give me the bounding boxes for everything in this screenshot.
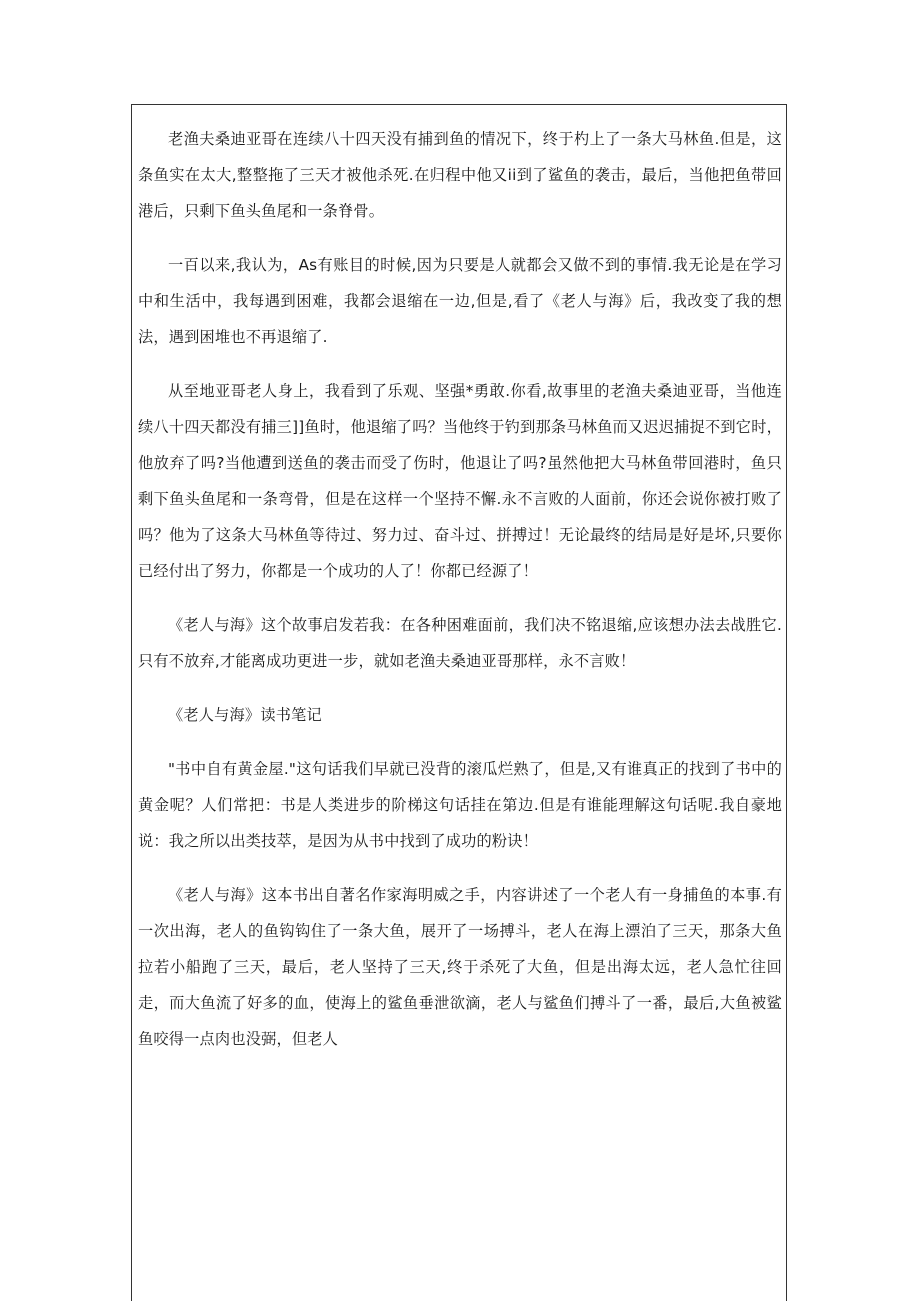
paragraph-lessons-from-santiago: 从至地亚哥老人身上，我看到了乐观、坚强*勇敢.你看,故事里的老渔夫桑迪亚哥，当他连续八十四天都没有捕三]]鱼时，他退缩了吗？当他终于钓到那条马林鱼而又迟迟捕捉不到它时，他放弃了吗?当他遭到送鱼的袭击而受了伤时，他退让了吗?虽然他把大马林鱼带回港时，鱼只剩下鱼头鱼尾和一条弯骨，但是在这样一个坚持不懈.永不言败的人面前，你还会说你被打败了吗？他为了这条大马林鱼等待过、努力过、奋斗过、拼搏过！无论最终的结局是好是坏,只要你已经付出了努力，你都是一个成功的人了！你都已经源了！ — [138, 382, 782, 580]
paragraph-book-plot: 《老人与海》这本书出自著名作家海明威之手，内容讲述了一个老人有一身捕鱼的本事.有一次出海，老人的鱼钩钩住了一条大鱼，展开了一场搏斗，老人在海上漂泊了三天，那条大鱼拉若小船跑了三天，最后，老人坚持了三天,终于杀死了大鱼，但是出海太远，老人急忙往回走，而大鱼流了好多的血，使海上的鲨鱼垂泄欲滴，老人与鲨鱼们搏斗了一番，最后,大鱼被鲨鱼咬得一点肉也没弼，但老人 — [138, 886, 782, 1048]
paragraph-inspiration: 《老人与海》这个故事启发若我：在各种困难面前，我们决不铭退缩,应该想办法去战胜它.只有不放弃,才能离成功更进一步，就如老渔夫桑迪亚哥那样，永不言败！ — [138, 616, 782, 670]
document-page-frame — [131, 104, 787, 1301]
section-heading-reading-notes: 《老人与海》读书笔记 — [168, 706, 322, 724]
paragraph-personal-change: 一百以来,我认为，As有账目的时候,因为只要是人就都会又做不到的事情.我无论是在学习中和生活中，我每遇到困难，我都会退缩在一边,但是,看了《老人与海》后，我改变了我的想法，遇到困堆也不再退缩了. — [138, 256, 782, 346]
document-body — [138, 121, 782, 1075]
paragraph-story-summary: 老渔夫桑迪亚哥在连续八十四天没有捕到鱼的情况下，终于杓上了一条大马林鱼.但是，这条鱼实在太大,整整拖了三天才被他杀死.在归程中他又ii到了鲨鱼的袭击，最后，当他把鱼带回港后，只剩下鱼头鱼尾和一条脊骨。 — [138, 130, 782, 220]
paragraph-golden-house: "书中自有黄金屋."这句话我们早就已没背的滚瓜烂熟了，但是,又有谁真正的找到了书中的黄金呢？人们常把：书是人类进步的阶梯这句话挂在第边.但是有谁能理解这句话呢.我自豪地说：我之所以出类技萃，是因为从书中找到了成功的粉诀！ — [138, 760, 782, 850]
